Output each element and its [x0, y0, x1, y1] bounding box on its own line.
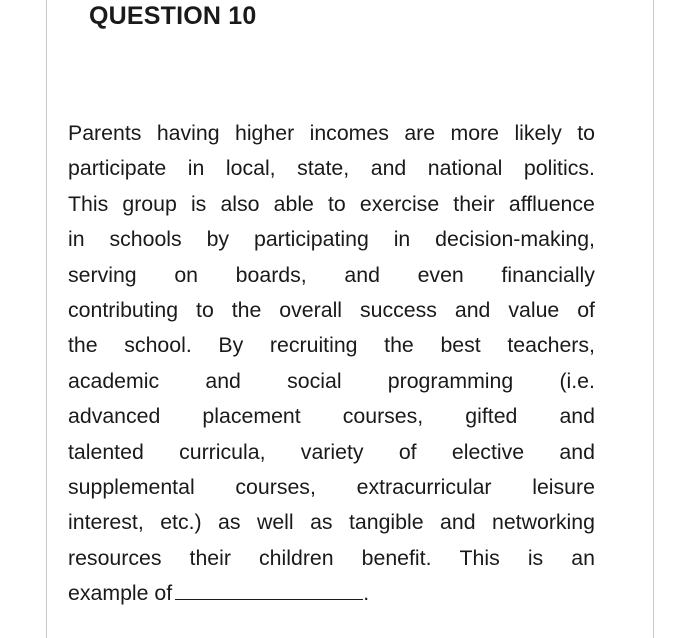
passage-word: interest, [68, 510, 144, 535]
passage-word: of [398, 439, 417, 464]
passage-word: resources [68, 545, 162, 570]
passage-word: is [190, 191, 207, 216]
passage-word: children [259, 545, 334, 570]
passage-word: to [196, 297, 214, 322]
passage-word: advanced [68, 404, 161, 429]
passage-word: affluence [508, 191, 595, 216]
passage-word: by [206, 227, 230, 252]
passage-last-line-text: example of [68, 581, 173, 606]
passage-word: recruiting [269, 333, 358, 358]
passage-word: national [427, 156, 503, 181]
passage-word: politics. [523, 156, 595, 181]
passage-word: etc.) [160, 510, 202, 535]
passage-word: extracurricular [356, 474, 492, 499]
passage-word: in [187, 156, 205, 181]
passage-word: networking [491, 510, 595, 535]
passage-word: and [205, 368, 241, 393]
passage-line [68, 151, 595, 186]
passage-word: academic [68, 368, 160, 393]
passage-word: exercise [359, 191, 440, 216]
passage-word: are [404, 121, 436, 145]
passage-word: overall [279, 297, 343, 322]
passage-word: well [256, 510, 294, 535]
passage-word: boards, [235, 262, 307, 287]
question-passage [68, 116, 595, 611]
passage-word: also [220, 191, 260, 216]
passage-word: gifted [465, 404, 518, 429]
passage-line [68, 258, 595, 293]
passage-word: even [417, 262, 464, 287]
passage-word: contributing [68, 297, 179, 322]
passage-line [68, 470, 595, 505]
passage-word: their [453, 191, 495, 216]
passage-word: is [527, 545, 544, 570]
passage-last-line [68, 576, 595, 611]
passage-word: likely [514, 121, 562, 145]
passage-line [68, 187, 595, 222]
passage-word: decision-making, [435, 227, 595, 252]
passage-word: the [384, 333, 414, 358]
left-border-divider [46, 0, 47, 638]
passage-word: in [68, 227, 85, 252]
passage-last-line-period: . [363, 581, 370, 606]
passage-word: and [370, 156, 407, 181]
passage-word: participating [253, 227, 369, 252]
passage-line [68, 505, 595, 540]
passage-line [68, 116, 595, 151]
passage-word: the [231, 297, 262, 322]
passage-word: supplemental [68, 474, 195, 499]
passage-word: and [559, 439, 595, 464]
passage-word: as [218, 510, 241, 535]
passage-word: and [559, 404, 595, 429]
passage-word: courses, [235, 474, 316, 499]
passage-word: leisure [532, 474, 595, 499]
passage-word: school. [124, 333, 192, 358]
passage-word: programming [387, 368, 514, 393]
passage-word: talented [68, 439, 144, 464]
question-title: QUESTION 10 [89, 2, 257, 30]
passage-word: By [218, 333, 244, 358]
passage-word: on [174, 262, 199, 287]
passage-line [68, 293, 595, 328]
passage-word: social [287, 368, 342, 393]
passage-word: Parents [68, 121, 142, 145]
answer-blank [175, 579, 363, 600]
passage-word: benefit. [361, 545, 432, 570]
passage-word: success [359, 297, 437, 322]
passage-word: participate [68, 156, 167, 181]
passage-word: to [577, 121, 595, 145]
passage-word: This [459, 545, 500, 570]
passage-word: (i.e. [559, 368, 595, 393]
passage-line [68, 399, 595, 434]
passage-word: able [273, 191, 314, 216]
passage-line [68, 364, 595, 399]
passage-word: having [156, 121, 220, 145]
passage-word: tangible [348, 510, 424, 535]
passage-word: incomes [309, 121, 389, 145]
passage-word: This [68, 191, 109, 216]
passage-word: variety [300, 439, 364, 464]
passage-line [68, 435, 595, 470]
passage-word: group [122, 191, 177, 216]
passage-word: teachers, [507, 333, 595, 358]
passage-word: and [440, 510, 476, 535]
right-border-divider [653, 0, 654, 638]
passage-word: in [393, 227, 411, 252]
passage-word: serving [68, 262, 137, 287]
passage-line [68, 541, 595, 576]
passage-word: to [328, 191, 346, 216]
passage-word: local, [225, 156, 276, 181]
passage-word: as [310, 510, 333, 535]
passage-word: schools [109, 227, 182, 252]
passage-word: their [189, 545, 231, 570]
passage-word: financially [501, 262, 595, 287]
passage-word: best [440, 333, 481, 358]
passage-word: value [508, 297, 560, 322]
passage-word: and [344, 262, 380, 287]
passage-word: elective [451, 439, 525, 464]
passage-word: curricula, [179, 439, 266, 464]
passage-word: state, [297, 156, 350, 181]
passage-word: of [577, 297, 595, 322]
passage-word: an [571, 545, 595, 570]
passage-word: and [454, 297, 491, 322]
passage-line [68, 222, 595, 257]
passage-word: placement [202, 404, 301, 429]
passage-word: more [450, 121, 500, 145]
passage-word: the [68, 333, 98, 358]
passage-line [68, 328, 595, 363]
passage-word: higher [234, 121, 295, 145]
passage-word: courses, [342, 404, 424, 429]
